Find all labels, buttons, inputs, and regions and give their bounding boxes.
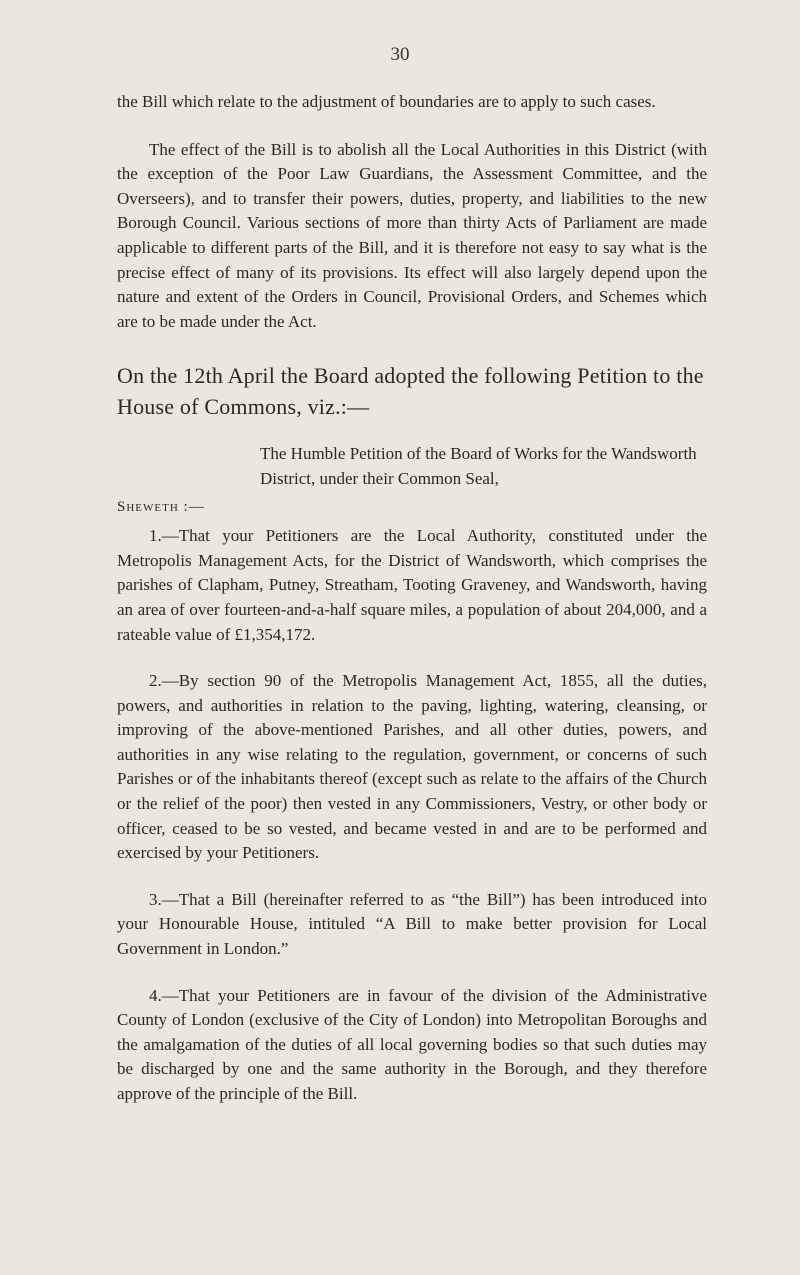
effect-paragraph: The effect of the Bill is to abolish all the Local Authorities in this District (with the exception of the Poor Law Guardians, the Assessment Committee, and the Overseers), and to transfer their powers, duties, property, and liabilities to the new Borough Council. Various sections of more than thirty Acts of Parliament are made applicable to different parts of the Bill, and it is therefore not easy to say what is the precise effect of many of its provisions. Its effect will also largely depend upon the nature and extent of the Orders in Council, Provisional Orders, and Schemes which are to be made under the Act. xyxy=(117,139,707,331)
sheweth-label: Sheweth :— xyxy=(117,498,205,515)
petition-item-3: 3.—That a Bill (hereinafter referred to as “the Bill”) has been introduced into your Honourable House, intituled “A Bill to make better provision for Local Government in London.” xyxy=(117,889,707,959)
page-number: 30 xyxy=(390,44,410,65)
petition-title: The Humble Petition of the Board of Works for the Wandsworth District, under their Common Seal, xyxy=(260,444,697,488)
petition-item-2: 2.—By section 90 of the Metropolis Management Act, 1855, all the duties, powers, and authorities in relation to the paving, lighting, watering, cleansing, or improving of the above-mentioned Parishes, and all other duties, powers, and authorities in any wise relating to the regulation, government, or concerns of such Parishes or of the inhabitants thereof (except such as relate to the affairs of the Church or the relief of the poor) then vested in any Commissioners, Vestry, or other body or officer, ceased to be so vested, and became vested in and are to be performed and exercised by your Petitioners. xyxy=(117,671,707,863)
petition-item-4: 4.—That your Petitioners are in favour of the division of the Administrative County of London (exclusive of the City of London) into Metropolitan Boroughs and the amalgamation of the duties of all local governing bodies so that such duties may be discharged by one and the same authority in the Borough, and they therefore approve of the principle of the Bill. xyxy=(117,985,707,1103)
intro-continuation-paragraph: the Bill which relate to the adjustment of boundaries are to apply to such cases. xyxy=(117,92,656,111)
petition-item-1: 1.—That your Petitioners are the Local Authority, constituted under the Metropolis Management Acts, for the District of Wandsworth, which comprises the parishes of Clapham, Putney, Streatham, Tooting Graveney, and Wandsworth, having an area of over fourteen-and-a-half square miles, a population of about 204,000, and a rateable value of £1,354,172. xyxy=(117,526,707,644)
petition-heading: On the 12th April the Board adopted the following Petition to the House of Commons, viz.:— xyxy=(117,363,704,420)
page-content xyxy=(117,90,707,1107)
